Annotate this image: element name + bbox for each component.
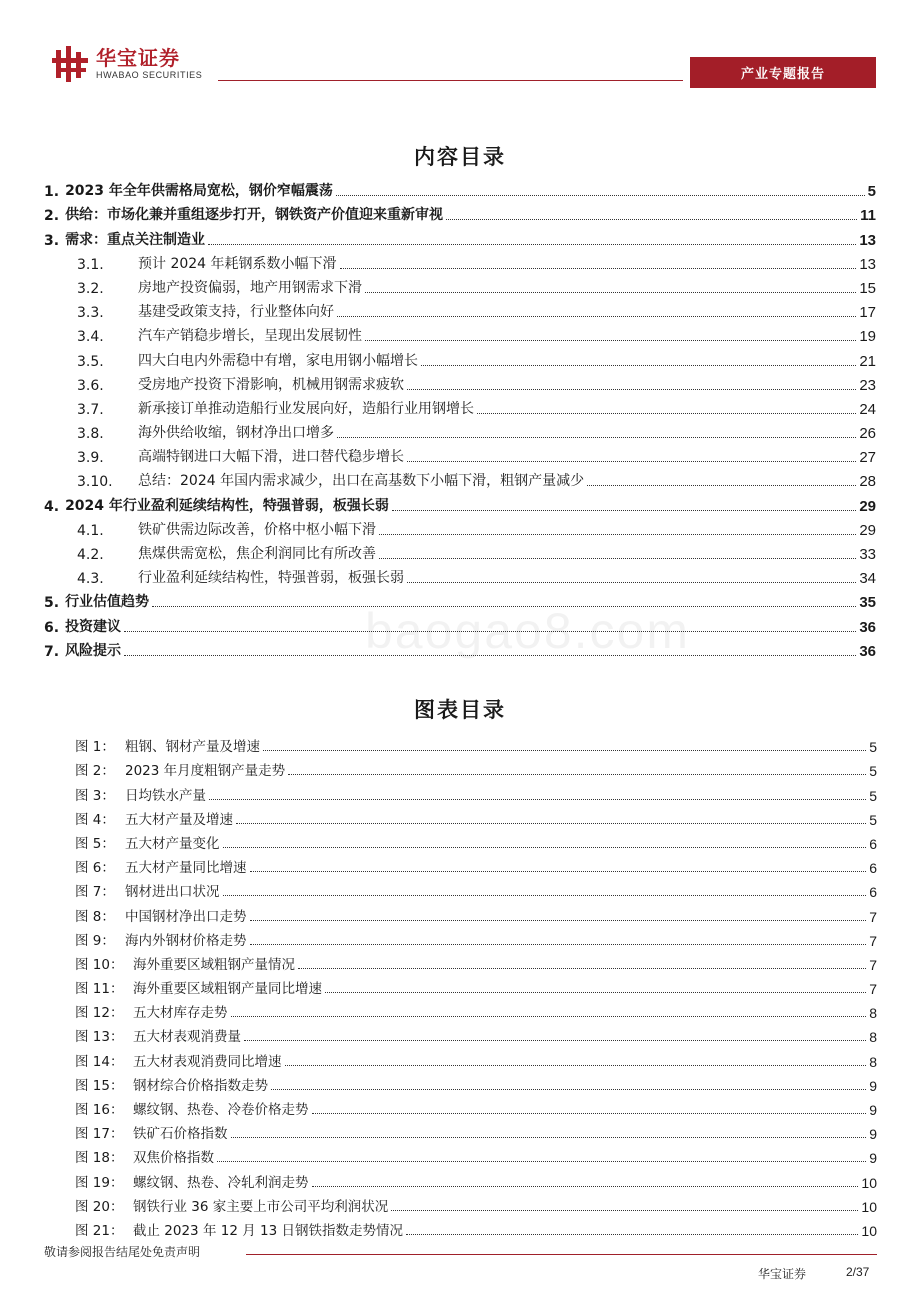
toc-leader-dots [152, 606, 856, 607]
toc-leader-dots [407, 461, 856, 462]
figure-leader-dots [244, 1040, 866, 1041]
toc-leader-dots [208, 244, 856, 245]
toc-leader-dots [336, 195, 865, 196]
toc-entry-number: 3.4. [77, 329, 104, 346]
logo-english-name: HWABAO SECURITIES [96, 70, 203, 80]
toc-leader-dots [124, 631, 856, 632]
toc-entry[interactable] [44, 297, 876, 321]
figure-title: 五大材产量同比增速 [125, 860, 247, 877]
figure-page: 8 [869, 1053, 877, 1070]
figure-entry[interactable] [75, 1118, 877, 1142]
figure-label: 图 17： [75, 1126, 124, 1143]
figure-title: 双焦价格指数 [133, 1150, 214, 1167]
figure-label: 图 14： [75, 1053, 124, 1070]
figure-label: 图 19： [75, 1174, 124, 1191]
toc-entry-number: 3.5. [77, 353, 104, 370]
toc-entry-title: 行业估值趋势 [65, 594, 150, 611]
figure-label: 图 21： [75, 1222, 124, 1239]
toc-entry-page: 36 [859, 618, 876, 636]
toc-entry-title: 风险提示 [65, 642, 122, 659]
figure-title: 海外重要区域粗钢产量同比增速 [133, 981, 322, 998]
figure-entry[interactable] [75, 1166, 877, 1190]
figure-label: 图 2： [75, 763, 115, 780]
toc-entry-title: 基建受政策支持，行业整体向好 [138, 304, 334, 321]
toc-leader-dots [379, 534, 856, 535]
figure-page: 10 [861, 1174, 877, 1191]
figure-label: 图 16： [75, 1102, 124, 1118]
toc-entry-page: 29 [859, 521, 876, 539]
toc-leader-dots [587, 485, 856, 486]
toc-entry-page: 28 [859, 473, 876, 491]
toc-entry-number: 4.1. [77, 522, 104, 539]
figure-title: 海内外钢材价格走势 [125, 932, 247, 949]
figure-page: 6 [869, 884, 877, 901]
figure-leader-dots [406, 1234, 858, 1235]
toc-entry-title: 总结：2024 年国内需求减少，出口在高基数下小幅下滑，粗钢产量减少 [138, 473, 585, 490]
header-divider [218, 80, 683, 81]
toc-entry-title: 四大白电内外需稳中有增，家电用钢小幅增长 [138, 352, 418, 369]
figure-page: 7 [869, 908, 877, 925]
figure-title: 2023 年月度粗钢产量走势 [125, 763, 286, 780]
figure-page: 8 [869, 1029, 877, 1046]
figure-page: 8 [869, 1005, 877, 1022]
figure-entry[interactable] [75, 949, 877, 973]
toc-entry-page: 36 [859, 642, 876, 660]
figure-label: 图 1： [75, 739, 115, 756]
figure-label: 图 12： [75, 1005, 124, 1022]
figure-leader-dots [312, 1186, 859, 1187]
contents-heading: 内容目录 [414, 144, 506, 169]
figure-page: 5 [869, 763, 877, 780]
toc-entry-number: 3. [44, 232, 60, 249]
figure-label: 图 3： [75, 787, 115, 804]
toc-entry-page: 27 [859, 449, 876, 467]
toc-entry-title: 需求：重点关注制造业 [65, 231, 206, 248]
figure-list [75, 731, 877, 1239]
toc-entry-number: 3.2. [77, 280, 104, 297]
figure-entry[interactable] [75, 852, 877, 876]
figure-title: 五大材表观消费同比增速 [133, 1053, 282, 1070]
figure-label: 图 13： [75, 1029, 124, 1046]
figure-entry[interactable] [75, 1045, 877, 1069]
toc-entry-number: 3.8. [77, 426, 104, 443]
figure-title: 螺纹钢、热卷、冷卷价格走势 [133, 1102, 309, 1118]
toc-entry[interactable] [44, 224, 876, 248]
figure-leader-dots [231, 1016, 867, 1017]
toc-entry-title: 2024 年行业盈利延续结构性，特强普弱，板强长弱 [65, 497, 389, 514]
figure-entry[interactable] [75, 755, 877, 779]
toc-leader-dots [365, 292, 856, 293]
toc-leader-dots [337, 316, 856, 317]
toc-entry-number: 3.6. [77, 377, 104, 394]
toc-entry-page: 11 [860, 207, 876, 225]
figure-leader-dots [298, 968, 866, 969]
footer-company: 华宝证券 [758, 1267, 807, 1281]
toc-entry-title: 2023 年全年供需格局宽松，钢价窄幅震荡 [65, 183, 333, 200]
figure-leader-dots [209, 799, 866, 800]
figure-entry[interactable] [75, 900, 877, 924]
toc-entry-number: 2. [44, 208, 60, 225]
toc-leader-dots [421, 365, 856, 366]
toc-entry-title: 焦煤供需宽松，焦企利润同比有所改善 [138, 546, 376, 562]
figure-label: 图 18： [75, 1150, 124, 1167]
figure-leader-dots [312, 1113, 867, 1114]
figure-title: 钢材综合价格指数走势 [133, 1077, 268, 1094]
figure-title: 五大材产量及增速 [125, 811, 233, 828]
toc-entry-title: 海外供给收缩，钢材净出口增多 [138, 425, 334, 442]
toc-leader-dots [124, 655, 856, 656]
toc-entry-page: 23 [859, 376, 876, 394]
figure-page: 5 [869, 739, 877, 756]
figure-leader-dots [250, 871, 867, 872]
figure-label: 图 20： [75, 1198, 124, 1215]
figure-page: 9 [869, 1102, 877, 1118]
toc-entry-page: 35 [859, 594, 876, 612]
toc-leader-dots [407, 389, 856, 390]
figure-title: 铁矿石价格指数 [133, 1126, 228, 1143]
toc-entry-number: 1. [44, 184, 60, 201]
figure-page: 6 [869, 860, 877, 877]
figure-leader-dots [391, 1210, 858, 1211]
hwabao-logo-icon [50, 44, 90, 84]
figure-leader-dots [263, 750, 866, 751]
disclaimer-note: 敬请参阅报告结尾处免责声明 [44, 1245, 201, 1259]
toc-entry[interactable] [44, 611, 876, 635]
figure-entry[interactable] [75, 1094, 877, 1118]
table-of-contents [44, 176, 876, 660]
toc-entry[interactable] [44, 539, 876, 563]
toc-entry-title: 受房地产投资下滑影响，机械用钢需求疲软 [138, 376, 404, 393]
toc-entry[interactable] [44, 563, 876, 587]
figure-title: 粗钢、钢材产量及增速 [125, 739, 260, 756]
figure-entry[interactable] [75, 876, 877, 900]
toc-entry-number: 3.7. [77, 401, 104, 418]
figure-entry[interactable] [75, 804, 877, 828]
figure-leader-dots [250, 944, 867, 945]
figure-entry[interactable] [75, 1215, 877, 1239]
toc-entry-page: 29 [859, 497, 876, 515]
footer-divider [246, 1254, 877, 1255]
figure-entry[interactable] [75, 1142, 877, 1166]
toc-entry[interactable] [44, 394, 876, 418]
toc-entry-page: 13 [859, 255, 876, 273]
toc-leader-dots [365, 340, 856, 341]
toc-entry-title: 预计 2024 年耗钢系数小幅下滑 [138, 255, 337, 272]
toc-entry[interactable] [44, 466, 876, 490]
toc-entry-page: 33 [859, 546, 876, 563]
toc-entry-title: 投资建议 [65, 618, 122, 635]
figure-title: 钢铁行业 36 家主要上市公司平均利润状况 [133, 1198, 389, 1215]
figure-leader-dots [250, 920, 867, 921]
toc-entry[interactable] [44, 345, 876, 369]
figure-title: 钢材进出口状况 [125, 884, 220, 901]
toc-entry[interactable] [44, 321, 876, 345]
figures-heading: 图表目录 [414, 697, 506, 722]
figure-leader-dots [236, 823, 866, 824]
figure-label: 图 9： [75, 932, 115, 949]
figure-label: 图 5： [75, 835, 115, 852]
toc-leader-dots [407, 582, 856, 583]
figure-label: 图 6： [75, 860, 115, 877]
toc-leader-dots [340, 268, 857, 269]
figure-leader-dots [223, 895, 867, 896]
figure-page: 7 [869, 956, 877, 973]
toc-entry-number: 4.2. [77, 547, 104, 563]
figure-page: 5 [869, 811, 877, 828]
figure-entry[interactable] [75, 1070, 877, 1094]
toc-leader-dots [477, 413, 856, 414]
figure-page: 9 [869, 1150, 877, 1167]
toc-entry-number: 3.9. [77, 450, 104, 467]
figure-entry[interactable] [75, 997, 877, 1021]
toc-leader-dots [337, 437, 856, 438]
toc-entry-number: 3.10. [77, 474, 113, 491]
figure-page: 9 [869, 1077, 877, 1094]
page-header [0, 0, 920, 100]
toc-entry-title: 供给：市场化兼并重组逐步打开，钢铁资产价值迎来重新审视 [65, 207, 444, 224]
toc-entry-page: 15 [859, 279, 876, 297]
toc-entry[interactable] [44, 370, 876, 394]
watermark: baogao8.com [365, 603, 691, 659]
toc-entry-number: 3.1. [77, 256, 104, 273]
toc-entry[interactable] [44, 442, 876, 466]
toc-entry-page: 26 [859, 425, 876, 443]
toc-entry[interactable] [44, 418, 876, 442]
page-number: 2/37 [846, 1265, 870, 1279]
figure-label: 图 11： [75, 981, 124, 998]
figure-title: 海外重要区域粗钢产量情况 [133, 956, 295, 973]
toc-entry[interactable] [44, 273, 876, 297]
toc-entry-page: 21 [859, 352, 876, 370]
figure-entry[interactable] [75, 731, 877, 755]
figure-page: 7 [869, 981, 877, 998]
toc-entry[interactable] [44, 490, 876, 514]
figure-title: 中国钢材净出口走势 [125, 908, 247, 925]
figure-leader-dots [285, 1065, 867, 1066]
toc-entry-page: 24 [859, 400, 876, 418]
toc-entry[interactable] [44, 587, 876, 611]
toc-entry[interactable] [44, 636, 876, 660]
toc-entry-page: 17 [859, 304, 876, 322]
figure-entry[interactable] [75, 925, 877, 949]
figure-page: 5 [869, 787, 877, 804]
figure-label: 图 15： [75, 1077, 124, 1094]
toc-entry-title: 汽车产销稳步增长，呈现出发展韧性 [138, 328, 362, 345]
toc-entry-number: 5. [44, 595, 60, 612]
toc-entry[interactable] [44, 176, 876, 200]
toc-entry[interactable] [44, 515, 876, 539]
toc-entry-title: 高端特钢进口大幅下滑，进口替代稳步增长 [138, 449, 404, 466]
logo-chinese-name: 华宝证券 [96, 46, 180, 70]
figure-title: 五大材产量变化 [125, 835, 220, 852]
figure-leader-dots [217, 1161, 866, 1162]
toc-entry-page: 13 [859, 231, 876, 249]
figure-title: 螺纹钢、热卷、冷轧利润走势 [133, 1174, 309, 1191]
report-type-badge: 产业专题报告 [690, 57, 876, 88]
figure-leader-dots [325, 992, 866, 993]
toc-entry-number: 4. [44, 498, 60, 515]
figure-entry[interactable] [75, 779, 877, 803]
toc-entry-page: 5 [867, 183, 876, 201]
toc-leader-dots [392, 510, 856, 511]
figure-label: 图 4： [75, 811, 115, 828]
figure-entry[interactable] [75, 973, 877, 997]
figure-label: 图 7： [75, 884, 115, 901]
figure-page: 7 [869, 932, 877, 949]
figure-page: 10 [861, 1198, 877, 1215]
figure-title: 日均铁水产量 [125, 787, 206, 804]
figure-leader-dots [231, 1137, 867, 1138]
company-logo [50, 44, 202, 84]
figure-leader-dots [288, 774, 866, 775]
toc-entry-number: 7. [44, 643, 60, 660]
figure-label: 图 8： [75, 908, 115, 925]
figure-label: 图 10： [75, 956, 124, 973]
figure-title: 五大材库存走势 [133, 1005, 228, 1022]
toc-leader-dots [379, 558, 856, 559]
figure-entry[interactable] [75, 1191, 877, 1215]
toc-entry-page: 34 [859, 570, 876, 588]
figure-entry[interactable] [75, 1021, 877, 1045]
figure-page: 6 [869, 835, 877, 852]
figure-title: 五大材表观消费量 [133, 1029, 241, 1046]
toc-entry-number: 6. [44, 619, 60, 636]
figure-page: 10 [861, 1222, 877, 1239]
toc-entry-title: 行业盈利延续结构性，特强普弱，板强长弱 [138, 570, 404, 587]
toc-entry-title: 新承接订单推动造船行业发展向好，造船行业用钢增长 [138, 400, 474, 417]
toc-entry[interactable] [44, 200, 876, 224]
toc-entry-number: 3.3. [77, 305, 104, 322]
figure-title: 截止 2023 年 12 月 13 日钢铁指数走势情况 [133, 1222, 403, 1239]
figure-entry[interactable] [75, 828, 877, 852]
toc-leader-dots [446, 219, 857, 220]
figure-leader-dots [271, 1089, 866, 1090]
toc-entry-title: 房地产投资偏弱，地产用钢需求下滑 [138, 279, 362, 296]
toc-entry[interactable] [44, 249, 876, 273]
toc-entry-page: 19 [859, 328, 876, 346]
figure-page: 9 [869, 1126, 877, 1143]
figure-leader-dots [223, 847, 867, 848]
toc-entry-title: 铁矿供需边际改善，价格中枢小幅下滑 [138, 521, 376, 538]
toc-entry-number: 4.3. [77, 571, 104, 588]
